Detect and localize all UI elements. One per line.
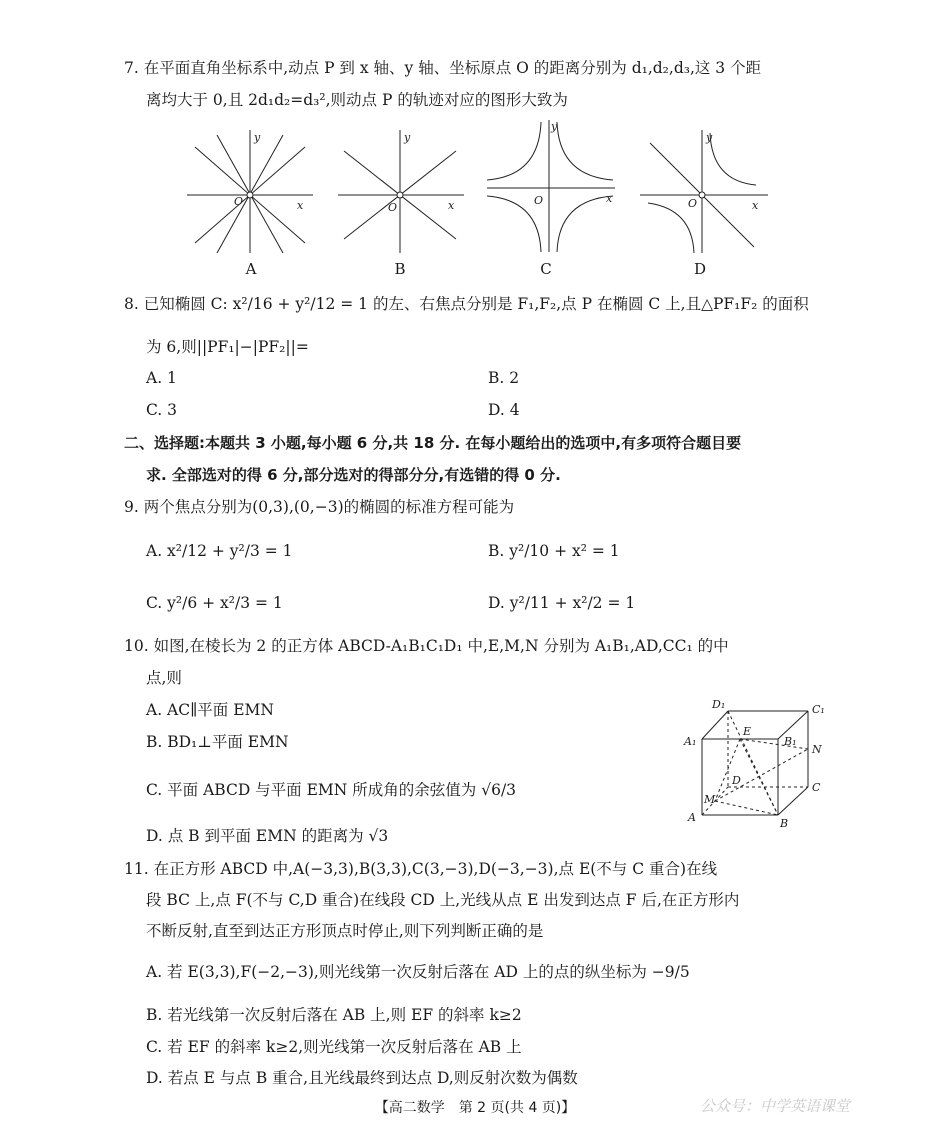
cube-label-c: C xyxy=(812,781,821,794)
q8-line1: 8. 已知椭圆 C: x²/16 + y²/12 = 1 的左、右焦点分别是 F₁,F₂,点 P 在椭圆 C 上,且△PF₁F₂ 的面积 xyxy=(124,295,809,313)
graph-a-o: O xyxy=(234,195,244,208)
cube-label-d: D xyxy=(732,774,741,787)
cube-label-c1: C₁ xyxy=(812,703,825,716)
graph-c-label: C xyxy=(540,260,552,278)
graph-c xyxy=(487,118,615,254)
graph-a-label: A xyxy=(245,260,257,278)
graph-b-label: B xyxy=(394,260,406,278)
q10-line2: 点,则 xyxy=(146,669,182,687)
q10-option-b: B. BD₁⊥平面 EMN xyxy=(146,733,289,751)
graph-d-o: O xyxy=(688,197,698,210)
q8-option-a: A. 1 xyxy=(146,369,177,387)
graph-d-x: x xyxy=(752,199,759,212)
cube-figure xyxy=(680,695,830,835)
q9-option-a: A. x²/12 + y²/3 = 1 xyxy=(146,542,293,560)
q11-line3: 不断反射,直至到达正方形顶点时停止,则下列判断正确的是 xyxy=(146,922,544,940)
cube-label-d1: D₁ xyxy=(712,698,726,711)
cube-label-e: E xyxy=(743,725,752,738)
q11-option-a: A. 若 E(3,3),F(−2,−3),则光线第一次反射后落在 AD 上的点的纵坐标为 −9/5 xyxy=(146,963,690,981)
q8-option-d: D. 4 xyxy=(488,401,520,419)
q7-line1: 7. 在平面直角坐标系中,动点 P 到 x 轴、y 轴、坐标原点 O 的距离分别为 d₁,d₂,d₃,这 3 个距 xyxy=(124,59,762,77)
q10-option-d: D. 点 B 到平面 EMN 的距离为 √3 xyxy=(146,827,389,845)
cube-label-b: B xyxy=(780,817,789,830)
q9-option-d: D. y²/11 + x²/2 = 1 xyxy=(488,594,636,612)
cube-label-b1: B₁ xyxy=(784,735,797,748)
q11-line1: 11. 在正方形 ABCD 中,A(−3,3),B(3,3),C(3,−3),D(−3,−3),点 E(不与 C 重合)在线 xyxy=(124,860,718,878)
watermark: 公众号：中学英语课堂 xyxy=(700,1097,851,1115)
graph-a-y: y xyxy=(254,131,261,144)
q8-option-b: B. 2 xyxy=(488,369,520,387)
graph-d-y: y xyxy=(706,131,713,144)
cube-label-a: A xyxy=(688,811,696,824)
section2-line2: 求. 全部选对的得 6 分,部分选对的得部分分,有选错的得 0 分. xyxy=(146,466,561,484)
q9-option-c: C. y²/6 + x²/3 = 1 xyxy=(146,594,283,612)
graph-a xyxy=(187,125,313,255)
q11-option-b: B. 若光线第一次反射后落在 AB 上,则 EF 的斜率 k≥2 xyxy=(146,1006,522,1024)
q10-line1: 10. 如图,在棱长为 2 的正方体 ABCD-A₁B₁C₁D₁ 中,E,M,N 分别为 A₁B₁,AD,CC₁ 的中 xyxy=(124,637,729,655)
q11-line2: 段 BC 上,点 F(不与 C,D 重合)在线段 CD 上,光线从点 E 出发到达点 F 后,在正方形内 xyxy=(146,891,740,909)
graph-b-x: x xyxy=(448,199,455,212)
q8-option-c: C. 3 xyxy=(146,401,178,419)
graph-b-o: O xyxy=(388,201,398,214)
graph-c-y: y xyxy=(551,120,558,133)
q10-option-a: A. AC∥平面 EMN xyxy=(146,701,274,719)
graph-c-x: x xyxy=(606,192,613,205)
q11-option-d: D. 若点 E 与点 B 重合,且光线最终到达点 D,则反射次数为偶数 xyxy=(146,1069,578,1087)
graph-d xyxy=(640,125,768,255)
q9-option-b: B. y²/10 + x² = 1 xyxy=(488,542,620,560)
q8-line2: 为 6,则||PF₁|−|PF₂||= xyxy=(146,338,309,356)
graph-c-o: O xyxy=(534,194,544,207)
q11-option-c: C. 若 EF 的斜率 k≥2,则光线第一次反射后落在 AB 上 xyxy=(146,1038,522,1056)
q9-stem: 9. 两个焦点分别为(0,3),(0,−3)的椭圆的标准方程可能为 xyxy=(124,498,515,516)
graph-b xyxy=(338,125,464,255)
graph-d-label: D xyxy=(693,260,707,278)
section2-line1: 二、选择题:本题共 3 小题,每小题 6 分,共 18 分. 在每小题给出的选项中,有多项符合题目要 xyxy=(124,434,742,452)
page-footer: 【高二数学 第 2 页(共 4 页)】 xyxy=(374,1100,576,1116)
cube-label-n: N xyxy=(812,743,822,756)
graph-a-x: x xyxy=(297,199,304,212)
q10-option-c: C. 平面 ABCD 与平面 EMN 所成角的余弦值为 √6/3 xyxy=(146,781,517,799)
cube-label-a1: A₁ xyxy=(684,735,697,748)
q7-line2: 离均大于 0,且 2d₁d₂=d₃²,则动点 P 的轨迹对应的图形大致为 xyxy=(146,91,568,109)
graph-b-y: y xyxy=(404,131,411,144)
cube-label-m: M xyxy=(704,793,716,806)
